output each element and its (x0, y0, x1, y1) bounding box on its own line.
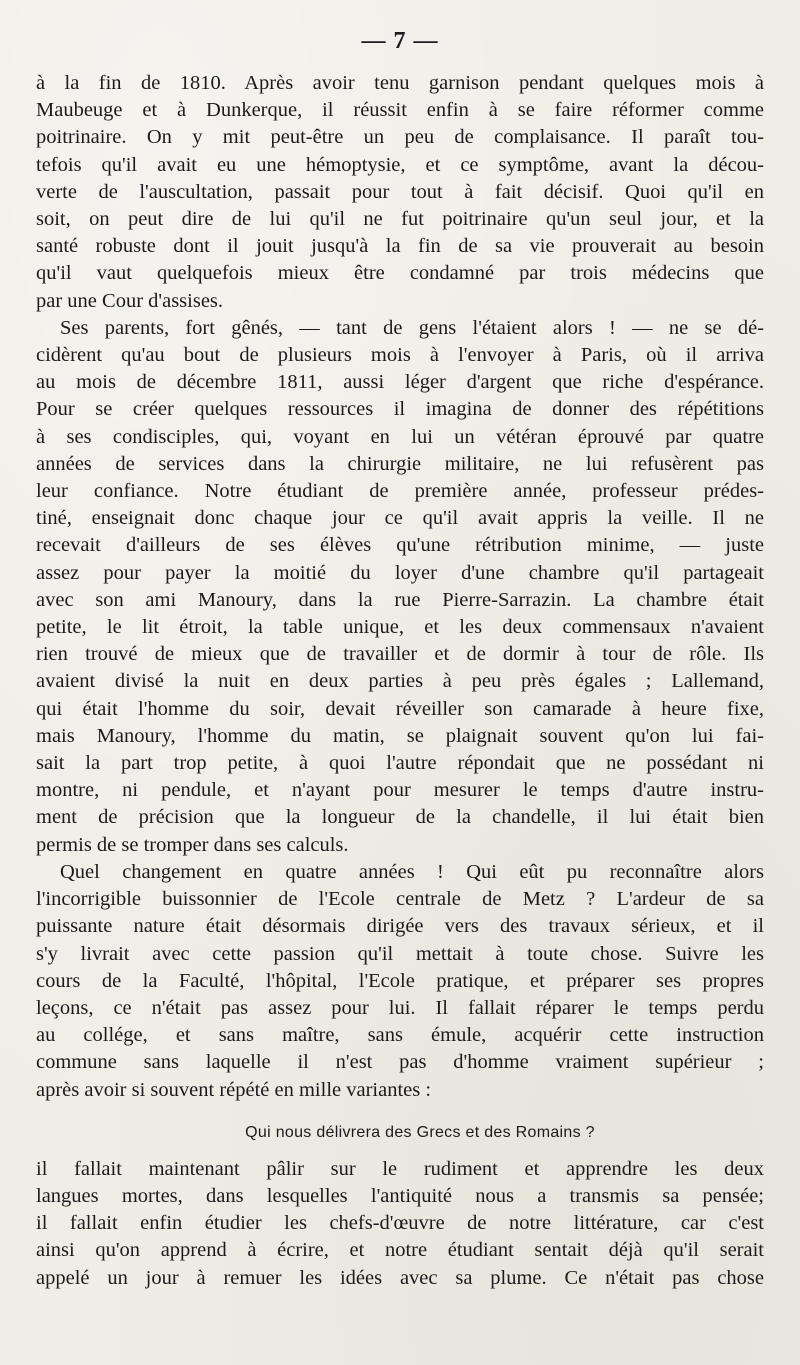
text-line: commune sans laquelle il n'est pas d'homme vraiment supérieur ; (36, 1051, 764, 1074)
page-text (36, 70, 764, 1292)
paragraph-1 (36, 70, 764, 315)
text-line: montre, ni pendule, et n'ayant pour mesurer le temps d'autre instru- (36, 779, 764, 802)
text-line: tefois qu'il avait eu une hémoptysie, et ce symptôme, avant la décou- (36, 153, 764, 176)
text-line: sait la part trop petite, à quoi l'autre répondait que ne possédant ni (36, 752, 764, 775)
text-line: par une Cour d'assises. (36, 289, 224, 312)
text-line: l'incorrigible buissonnier de l'Ecole centrale de Metz ? L'ardeur de sa (36, 888, 764, 911)
text-line: appelé un jour à remuer les idées avec sa plume. Ce n'était pas chose (36, 1266, 764, 1289)
text-line: au mois de décembre 1811, aussi léger d'argent que riche d'espérance. (36, 371, 764, 394)
paragraph-2 (36, 315, 764, 859)
text-line: il fallait maintenant pâlir sur le rudiment et apprendre les deux (36, 1157, 764, 1180)
paragraph-3 (36, 859, 764, 1104)
text-line: verte de l'auscultation, passait pour tout à fait décisif. Quoi qu'il en (36, 180, 764, 203)
text-line: à la fin de 1810. Après avoir tenu garnison pendant quelques mois à (36, 72, 764, 94)
text-line: poitrinaire. On y mit peut-être un peu de complaisance. Il paraît tou- (36, 126, 764, 149)
text-line: avaient divisé la nuit en deux parties à peu près égales ; Lallemand, (36, 670, 764, 693)
page-number: — 7 — (361, 28, 439, 54)
text-line: avec son ami Manoury, dans la rue Pierre-Sarrazin. La chambre était (36, 588, 764, 611)
text-line: Maubeuge et à Dunkerque, il réussit enfin à se faire réformer comme (36, 99, 764, 122)
text-line: à ses condisciples, qui, voyant en lui un vétéran éprouvé par quatre (36, 425, 764, 448)
text-line: après avoir si souvent répété en mille variantes : (36, 1078, 432, 1101)
text-line: mais Manoury, l'homme du matin, se plaignait souvent qu'on lui fai- (36, 724, 764, 747)
text-line: soit, on peut dire de lui qu'il ne fut poitrinaire qu'un seul jour, et la (36, 208, 764, 231)
text-line: s'y livrait avec cette passion qu'il mettait à toute chose. Suivre les (36, 942, 764, 965)
text-line: tiné, enseignait donc chaque jour ce qu'il avait appris la veille. Il ne (36, 507, 764, 530)
text-line: cours de la Faculté, l'hôpital, l'Ecole pratique, et préparer ses propres (36, 969, 764, 992)
text-line: petite, le lit étroit, la table unique, et les deux commensaux n'avaient (36, 616, 764, 639)
text-line: leçons, ce n'était pas assez pour lui. Il fallait réparer le temps perdu (36, 996, 764, 1019)
text-line: puissante nature était désormais dirigée vers des travaux sérieux, et il (36, 915, 764, 938)
paragraph-4 (36, 1156, 764, 1292)
text-line: Quel changement en quatre années ! Qui eût pu reconnaître alors (60, 860, 764, 883)
text-line: il fallait enfin étudier les chefs-d'œuvre de notre littérature, car c'est (36, 1212, 764, 1235)
text-line: Pour se créer quelques ressources il imagina de donner des répétitions (36, 398, 764, 421)
text-line: cidèrent qu'au bout de plusieurs mois à l'envoyer à Paris, où il arriva (36, 344, 764, 367)
text-line: qu'il vaut quelquefois mieux être condamné par trois médecins que (36, 262, 764, 285)
text-line: leur confiance. Notre étudiant de première année, professeur prédes- (36, 480, 764, 503)
text-line: Ses parents, fort gênés, — tant de gens l'étaient alors ! — ne se dé- (60, 316, 764, 339)
text-line: années de services dans la chirurgie militaire, ne lui refusèrent pas (36, 452, 764, 475)
text-line: recevait d'ailleurs de ses élèves qu'une rétribution minime, — juste (36, 534, 764, 557)
text-line: santé robuste dont il jouit jusqu'à la fin de sa vie prouverait au besoin (36, 235, 764, 258)
verse-quote: Qui nous délivrera des Grecs et des Romains ? (245, 1123, 595, 1141)
text-line: assez pour payer la moitié du loyer d'une chambre qu'il partageait (36, 561, 764, 584)
text-line: rien trouvé de mieux que de travailler et de dormir à tour de rôle. Ils (36, 643, 764, 666)
text-line: ainsi qu'on apprend à écrire, et notre étudiant sentait déjà qu'il serait (36, 1239, 764, 1262)
text-line: qui était l'homme du soir, devait réveiller son camarade à heure fixe, (36, 697, 764, 720)
text-line: permis de se tromper dans ses calculs. (36, 833, 349, 856)
text-line: langues mortes, dans lesquelles l'antiquité nous a transmis sa pensée; (36, 1184, 764, 1207)
text-line: ment de précision que la longueur de la chandelle, il lui était bien (36, 806, 764, 829)
text-line: au collége, et sans maître, sans émule, acquérir cette instruction (36, 1024, 764, 1047)
